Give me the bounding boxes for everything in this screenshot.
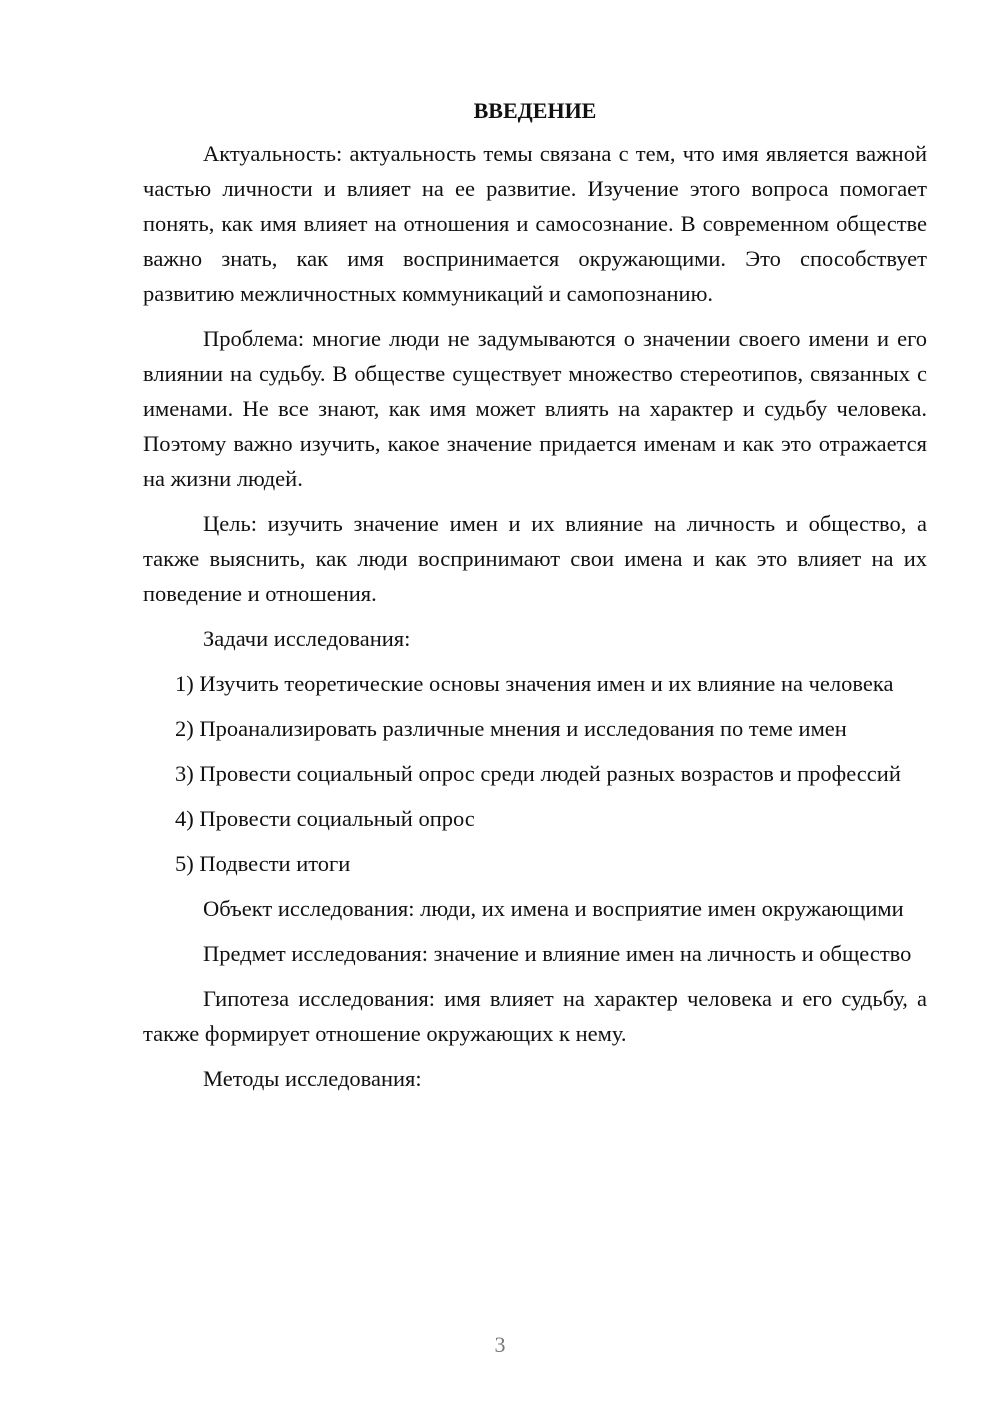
page-title: ВВЕДЕНИЕ [473, 98, 597, 123]
page-content [143, 96, 927, 1106]
object-paragraph: Объект исследования: люди, их имена и восприятие имен окружающими [203, 896, 904, 921]
problem-paragraph: Проблема: многие люди не задумываются о значении своего имени и его влиянии на судьбу. В обществе существует множество стереотипов, связанных с именами. Не все знают, как имя может влиять на характер и судьбу человека. Поэтому важно изучить, какое значение придается именам и как это отражается на жизни людей. [143, 326, 927, 491]
subject-paragraph: Предмет исследования: значение и влияние имен на личность и общество [203, 941, 912, 966]
task-item: 2) Проанализировать различные мнения и исследования по теме имен [175, 716, 847, 741]
task-item: 4) Провести социальный опрос [175, 806, 475, 831]
task-item: 1) Изучить теоретические основы значения имен и их влияние на человека [175, 671, 894, 696]
task-item: 5) Подвести итоги [175, 851, 351, 876]
methods-heading: Методы исследования: [203, 1066, 422, 1091]
task-item: 3) Провести социальный опрос среди людей разных возрастов и профессий [175, 761, 901, 786]
page-number: 3 [494, 1332, 506, 1357]
relevance-paragraph: Актуальность: актуальность темы связана с тем, что имя является важной частью личности и влияет на ее развитие. Изучение этого вопроса помогает понять, как имя влияет на отношения и самосознание. В современном обществе важно знать, как имя воспринимается окружающими. Это способствует развитию межличностных коммуникаций и самопознанию. [143, 141, 927, 306]
hypothesis-paragraph: Гипотеза исследования: имя влияет на характер человека и его судьбу, а также формирует отношение окружающих к нему. [143, 986, 927, 1046]
goal-paragraph: Цель: изучить значение имен и их влияние на личность и общество, а также выяснить, как люди воспринимают свои имена и как это влияет на их поведение и отношения. [143, 511, 927, 606]
tasks-heading: Задачи исследования: [203, 626, 411, 651]
